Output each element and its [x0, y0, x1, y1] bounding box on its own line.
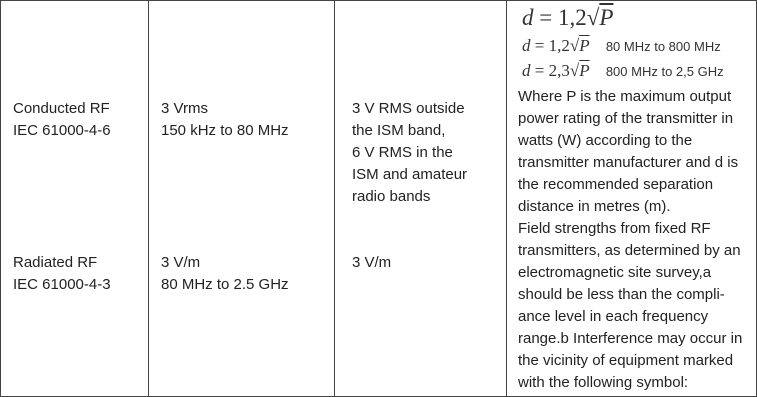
formula-radicand: P [599, 5, 614, 30]
sqrt-icon: √ [586, 5, 600, 30]
column-divider [334, 0, 335, 397]
electromagnetic-environment-guidance: Where P is the maximum output power rating of the transmitter in watts (W) according to the transmitter manufacturer and d is the recommended separation distance in metres (m). Field strengths from fixed RF transmitters, as determined by an electromagnetic site survey,a should be less than the compli- ance level in each frequency range.b Interference may occur in the vicinity of equipment marked with the following symbol: [518, 88, 743, 391]
separation-distance-formula [522, 5, 613, 31]
column-divider [148, 0, 149, 397]
formula-coef: 1,2 [557, 5, 587, 30]
separation-distance-formula-high-band [522, 61, 724, 81]
formula-coef: 1,2 [548, 36, 570, 55]
table-left-border [0, 0, 1, 397]
test-level-conducted-rf: 3 Vrms 150 kHz to 80 MHz [161, 100, 289, 139]
formula-eq: = [534, 61, 545, 80]
compliance-level-conducted-rf: 3 V RMS outside the ISM band, 6 V RMS in the ISM and amateur radio bands [352, 100, 468, 205]
formula-coef: 2,3 [548, 61, 570, 80]
frequency-range-low: 80 MHz to 800 MHz [605, 39, 721, 54]
separation-distance-formula-low-band [522, 36, 721, 56]
formula-eq: = [539, 5, 553, 30]
frequency-range-high: 800 MHz to 2,5 GHz [605, 64, 724, 79]
formula-lhs: d [522, 5, 534, 30]
compliance-level-radiated-rf: 3 V/m [352, 254, 392, 271]
column-divider [506, 0, 507, 397]
formula-radicand: P [579, 36, 590, 55]
formula-radicand: P [579, 61, 590, 80]
sqrt-icon: √ [569, 61, 580, 80]
sqrt-icon: √ [569, 36, 580, 55]
formula-lhs: d [522, 36, 531, 55]
formula-lhs: d [522, 61, 531, 80]
table-top-border [0, 0, 757, 1]
phenomenon-radiated-rf: Radiated RF IEC 61000-4-3 [13, 254, 111, 293]
test-level-radiated-rf: 3 V/m 80 MHz to 2.5 GHz [161, 254, 289, 293]
formula-eq: = [534, 36, 545, 55]
phenomenon-conducted-rf: Conducted RF IEC 61000-4-6 [13, 100, 111, 139]
